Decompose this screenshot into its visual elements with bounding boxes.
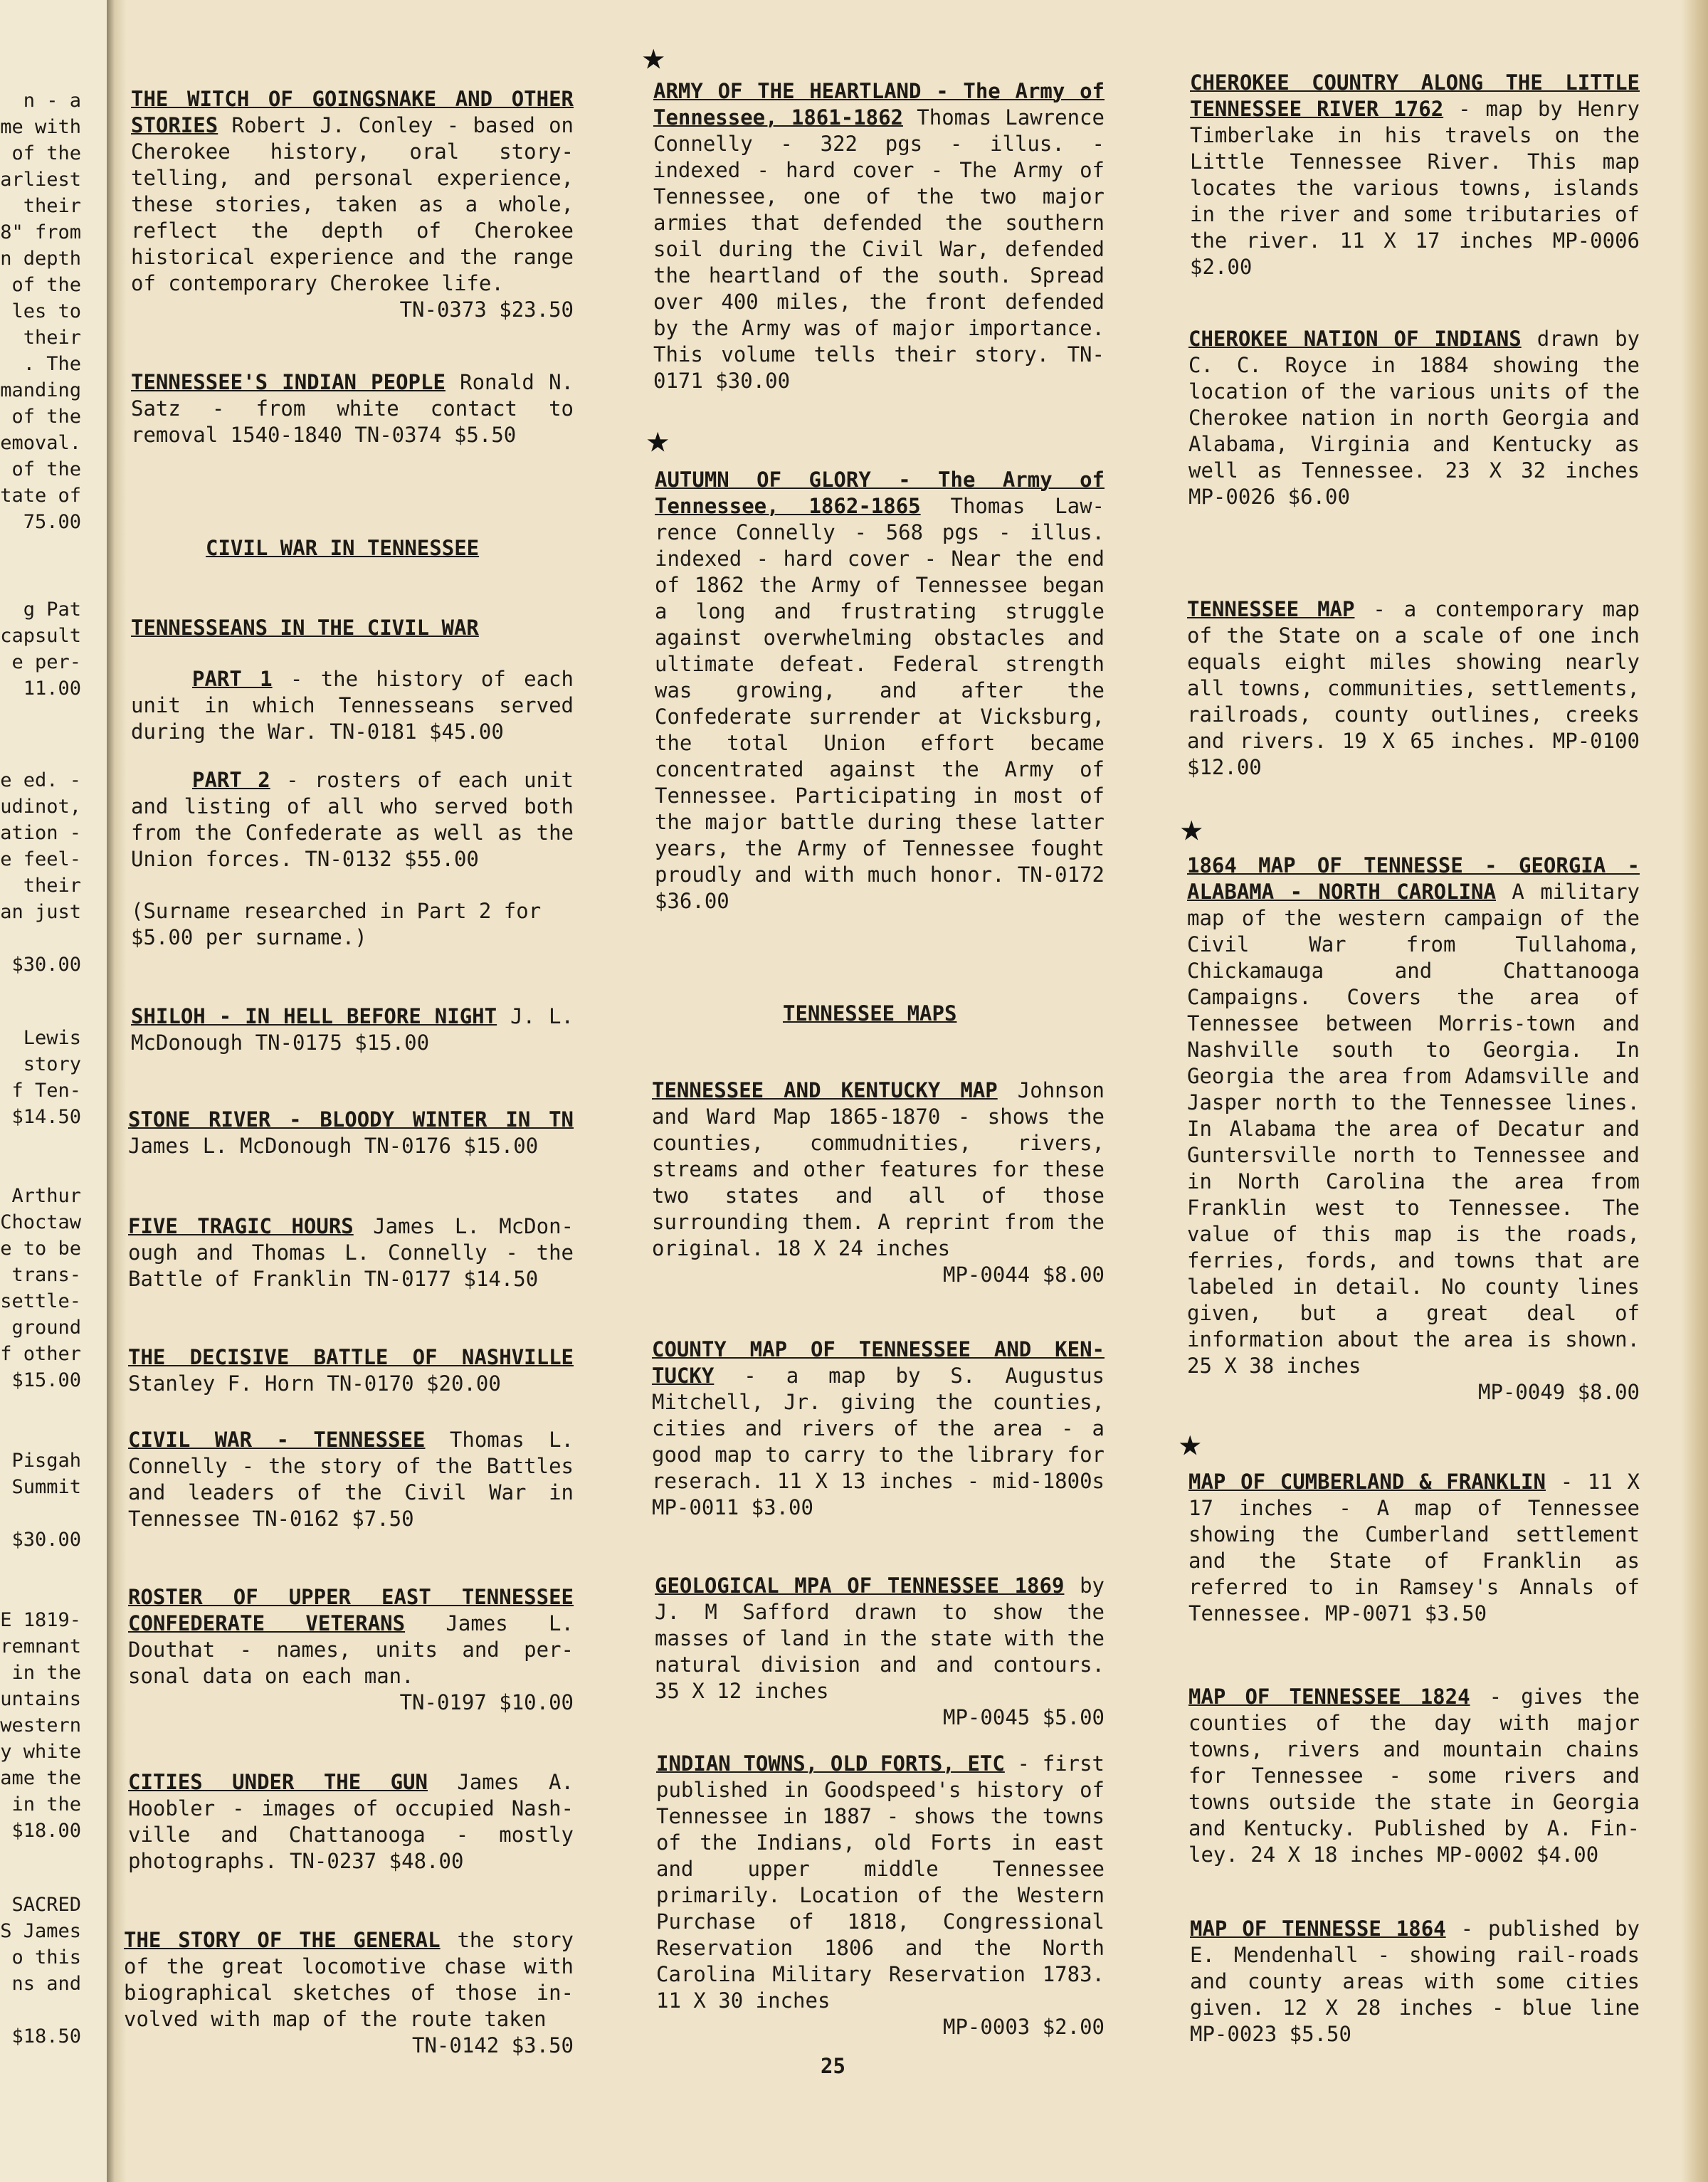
entry-description: James L. McDonough: [128, 1134, 352, 1158]
entry-title: AUTUMN OF GLORY - The Army of Tennessee, 1862-1865: [655, 468, 1105, 518]
entry-description: - first published in Goodspeed's history of Tennessee in 1887 - shows the towns of the Indians, old Forts in east and upper middle Tennessee primarily. Location of the Western Purchase of 1818, Congressional Reservation 1806 and the North Carolina Military Reservation 1783. 11 X 30 inches: [656, 1751, 1105, 2013]
fragment-line: $18.00: [11, 1820, 81, 1842]
item-code-price: TN-0175 $15.00: [255, 1031, 430, 1055]
fragment-line: . The: [23, 353, 81, 375]
item-code-price: MP-0006 $2.00: [1190, 228, 1640, 279]
fragment-line: ation -: [0, 822, 81, 844]
fragment-block: [0, 1183, 81, 1393]
fragment-line: trans-: [11, 1264, 81, 1286]
catalog-entry: [652, 1337, 1105, 1521]
fragment-line: emoval.: [0, 432, 81, 454]
catalog-entry: [131, 1003, 574, 1056]
entry-title: MAP OF TENNESSEE 1824: [1188, 1685, 1470, 1709]
catalog-entry: [655, 1573, 1105, 1731]
catalog-entry: [131, 767, 574, 873]
item-code-price: TN-0142 $3.50: [412, 2033, 574, 2057]
entry-description: James A. Hoobler - images of occupied Nash-ville and Chattanooga - mostly photographs.: [128, 1770, 574, 1873]
fragment-line: $30.00: [11, 954, 81, 976]
fragment-block: [0, 596, 81, 702]
entry-description: the story of the great locomotive chase with biographical sketches of those in-volved with map of the route taken: [124, 1928, 574, 2031]
fragment-line: of the: [11, 142, 81, 164]
catalog-entry: [128, 1427, 574, 1532]
fragment-block: [11, 1448, 81, 1553]
fragment-line: $14.50: [11, 1106, 81, 1128]
fragment-line: their: [23, 875, 81, 897]
catalog-entry: [128, 1213, 574, 1292]
item-code-price: TN-0237 $48.00: [289, 1849, 464, 1873]
entry-title: PART 2: [192, 768, 270, 792]
entry-description: Johnson and Ward Map 1865-1870 - shows the counties, commudnities, rivers, streams and other features for these two states and all of those surrounding them. A reprint from the original. 18 X 24 inches: [652, 1078, 1105, 1260]
item-code-price: MP-0044 $8.00: [943, 1263, 1105, 1287]
fragment-line: their: [23, 327, 81, 349]
previous-page-edge: [0, 0, 109, 2182]
catalog-entry: [655, 467, 1105, 915]
item-code-price: TN-0162 $7.50: [252, 1507, 414, 1531]
item-code-price: TN-0176 $15.00: [364, 1134, 539, 1158]
item-code-price: MP-0002 $4.00: [1437, 1843, 1599, 1867]
catalog-entry: [1188, 1469, 1640, 1627]
fragment-line: [0, 925, 81, 952]
entry-title: STONE RIVER - BLOODY WINTER IN TN: [128, 1107, 574, 1132]
entry-title: SHILOH - IN HELL BEFORE NIGHT: [131, 1004, 497, 1028]
catalog-entry: [1187, 853, 1640, 1406]
star-icon: ★: [642, 33, 665, 78]
catalog-entry: [1187, 596, 1640, 781]
fragment-line: les to: [11, 300, 81, 322]
fragment-line: $30.00: [11, 1529, 81, 1551]
item-code-price: MP-0045 $5.00: [943, 1705, 1105, 1729]
star-icon: ★: [1180, 805, 1203, 850]
fragment-line: SACRED: [11, 1894, 81, 1916]
fragment-line: 75.00: [23, 511, 81, 533]
fragment-line: S James: [0, 1920, 81, 1942]
fragment-line: $18.50: [11, 2025, 81, 2047]
fragment-line: of the: [11, 406, 81, 428]
item-code-price: TN-0177 $14.50: [364, 1267, 539, 1291]
fragment-line: ame the: [0, 1767, 81, 1789]
item-code-price: MP-0049 $8.00: [1478, 1380, 1640, 1404]
fragment-line: Arthur: [11, 1185, 81, 1207]
entry-title: THE WITCH OF GOINGSNAKE AND OTHER STORIES: [131, 87, 574, 137]
entry-description: - gives the counties of the day with major towns, rivers and mountain chains for Tennessee - some rivers and towns outside the state in Georgia and Kentucky. Published by A. Fin-ley. 24 X 18 inches: [1188, 1685, 1640, 1867]
entry-title: TENNESSEE AND KENTUCKY MAP: [652, 1078, 998, 1102]
entry-title: CHEROKEE NATION OF INDIANS: [1188, 327, 1522, 351]
fragment-line: western: [0, 1714, 81, 1736]
catalog-entry: [653, 78, 1105, 394]
entry-description: Robert J. Conley - based on Cherokee history, oral story-telling, and personal experience, these stories, taken as a whole, reflect the depth of Cherokee historical experience and the range of contemporary Cherokee life.: [131, 113, 574, 295]
entry-title: ROSTER OF UPPER EAST TENNESSEE CONFEDERATE VETERANS: [128, 1585, 574, 1635]
entry-description: A military map of the western campaign of the Civil War from Tullahoma, Chickamauga and Chattanooga Campaigns. Covers the area of Tennessee between Morris-town and Nashville south to Georgia. In Georgia the area from Adamsville and Jasper north to the Tennessee lines. In Alabama the area of Decatur and Guntersville north to Tennessee and in North Carolina the area from Franklin west to Tennessee. The value of this map is the roads, ferries, fords, and towns that are labeled in detail. No county lines given, but a great deal of information about the area is shown. 25 X 38 inches: [1187, 880, 1640, 1378]
item-code-price: MP-0071 $3.50: [1325, 1601, 1487, 1625]
entry-description: James L. McDon-ough and Thomas L. Connelly - the Battle of Franklin: [128, 1214, 574, 1291]
entry-description: - the history of each unit in which Tennesseans served during the War.: [131, 667, 574, 744]
fragment-line: arliest: [0, 169, 81, 191]
fragment-line: an just: [0, 901, 81, 923]
star-icon: ★: [646, 416, 670, 461]
fragment-line: E 1819-: [0, 1609, 81, 1631]
item-code-price: MP-0011 $3.00: [652, 1495, 813, 1519]
entry-description: - a contemporary map of the State on a scale of one inch equals eight miles showing nearly all towns, communities, settlements, railroads, county outlines, creeks and rivers. 19 X 65 inches.: [1187, 597, 1640, 753]
entry-title: GEOLOGICAL MPA OF TENNESSEE 1869: [655, 1574, 1065, 1598]
fragment-block: [0, 1607, 81, 1844]
entry-title: MAP OF TENNESSE 1864: [1190, 1917, 1446, 1941]
fragment-line: udinot,: [0, 796, 81, 818]
entry-title: COUNTY MAP OF TENNESSEE AND KEN-TUCKY: [652, 1337, 1105, 1388]
item-code-price: MP-0023 $5.50: [1190, 2022, 1351, 2046]
catalog-entry: [131, 369, 574, 448]
fragment-line: e per-: [11, 651, 81, 673]
entry-description: - map by Henry Timberlake in his travels on the Little Tennessee River. This map locates the various towns, islands in the river and some tributaries of the river. 11 X 17 inches: [1190, 97, 1640, 253]
fragment-line: f other: [0, 1343, 81, 1365]
catalog-entry: [1188, 326, 1640, 510]
fragment-line: [11, 1500, 81, 1527]
fragment-line: e to be: [0, 1238, 81, 1260]
catalog-entry: [1190, 1916, 1640, 2047]
fragment-line: capsult: [0, 625, 81, 647]
section-heading: TENNESSEE MAPS: [783, 1001, 957, 1026]
catalog-entry: [652, 1077, 1105, 1288]
fragment-block: [11, 1025, 81, 1130]
entry-title: CIVIL WAR - TENNESSEE: [128, 1428, 426, 1452]
entry-description: - a map by S. Augustus Mitchell, Jr. giving the counties, cities and rivers of the area - a good map to carry to the library for reserach. 11 X 13 inches - mid-1800s: [652, 1364, 1105, 1493]
entry-description: by J. M Safford drawn to show the masses of land in the state with the natural division and and contours. 35 X 12 inches: [655, 1574, 1105, 1703]
entry-title: CITIES UNDER THE GUN: [128, 1770, 428, 1794]
fragment-block: [0, 767, 81, 978]
catalog-entry: [128, 1344, 574, 1397]
fragment-line: in the: [11, 1662, 81, 1684]
item-code-price: TN-0181 $45.00: [330, 720, 504, 744]
fragment-line: e feel-: [0, 848, 81, 870]
fragment-line: o this: [11, 1946, 81, 1968]
catalog-entry: [128, 1107, 574, 1159]
entry-title: THE DECISIVE BATTLE OF NASHVILLE: [128, 1345, 574, 1369]
fragment-line: remnant: [0, 1635, 81, 1657]
fragment-line: of the: [11, 274, 81, 296]
catalog-entry: [1188, 1684, 1640, 1868]
fragment-line: $15.00: [11, 1369, 81, 1391]
fragment-line: of the: [11, 458, 81, 480]
surname-note: (Surname researched in Part 2 for $5.00 per surname.): [131, 899, 542, 949]
item-code-price: TN-0197 $10.00: [399, 1690, 574, 1714]
fragment-line: story: [23, 1053, 81, 1075]
fragment-line: n depth: [0, 248, 81, 270]
fragment-line: Choctaw: [0, 1211, 81, 1233]
item-code-price: MP-0003 $2.00: [943, 2015, 1105, 2039]
catalog-entry: [656, 1751, 1105, 2040]
catalog-entry: [128, 1584, 574, 1716]
fragment-line: e ed. -: [0, 769, 81, 791]
fragment-line: y white: [0, 1741, 81, 1763]
item-code-price: MP-0100 $12.00: [1187, 729, 1640, 779]
item-code-price: TN-0374 $5.50: [354, 423, 517, 447]
fragment-line: n - a: [23, 90, 81, 112]
item-code-price: TN-0170 $20.00: [327, 1371, 501, 1396]
entry-description: - published by E. Mendenhall - showing rail-roads and county areas with some cities given. 12 X 28 inches - blue line: [1190, 1917, 1640, 2020]
entry-title: THE STORY OF THE GENERAL: [124, 1928, 441, 1952]
entry-title: 1864 MAP OF TENNESSE - GEORGIA - ALABAMA - NORTH CAROLINA: [1187, 853, 1640, 904]
entry-title: PART 1: [192, 667, 273, 691]
entry-description: J. L. McDonough: [131, 1004, 574, 1055]
entry-description: Thomas L. Connelly - the story of the Battles and leaders of the Civil War in Tennessee: [128, 1428, 574, 1531]
fragment-line: [0, 1997, 81, 2023]
fragment-block: [0, 88, 81, 535]
fragment-line: ns and: [11, 1973, 81, 1995]
page-gutter: [107, 0, 127, 2182]
item-code-price: TN-0132 $55.00: [305, 847, 479, 871]
star-icon: ★: [1179, 1420, 1202, 1465]
entry-title: TENNESSEE'S INDIAN PEOPLE: [131, 370, 446, 394]
entry-description: Ronald N. Satz - from white contact to removal 1540-1840: [131, 370, 574, 447]
entry-description: - 11 X 17 inches - A map of Tennessee showing the Cumberland settlement and the State of Franklin as referred to in Ramsey's Annals of Tennessee.: [1188, 1470, 1640, 1625]
entry-description: James L. Douthat - names, units and per-sonal data on each man.: [128, 1611, 574, 1688]
catalog-entry: [131, 666, 574, 745]
fragment-block: [0, 1892, 81, 2050]
fragment-line: 11.00: [23, 678, 81, 700]
entry-description: Thomas Lawrence Connelly - 322 pgs - illus. - indexed - hard cover - The Army of Tennessee, one of the two major armies that defended the southern soil during the Civil War, defended the heartland of the south. Spread over 400 miles, the front defended by the Army was of major importance. This volume tells their story.: [653, 105, 1105, 367]
fragment-line: Lewis: [23, 1027, 81, 1049]
fragment-line: tate of: [0, 485, 81, 507]
catalog-entry: [1190, 70, 1640, 280]
fragment-line: me with: [0, 116, 81, 138]
item-code-price: TN-0172 $36.00: [655, 863, 1105, 913]
sub-heading: TENNESSEANS IN THE CIVIL WAR: [131, 616, 479, 640]
entry-title: ARMY OF THE HEARTLAND - The Army of Tennessee, 1861-1862: [653, 79, 1105, 130]
catalog-entry: [131, 86, 574, 323]
fragment-line: f Ten-: [11, 1080, 81, 1102]
page-number: 25: [821, 2054, 845, 2078]
catalog-entry: [128, 1769, 574, 1875]
fragment-line: Pisgah: [11, 1450, 81, 1472]
fragment-line: settle-: [0, 1290, 81, 1312]
entry-title: TENNESSEE MAP: [1187, 597, 1355, 621]
entry-description: Thomas Law-rence Connelly - 568 pgs - illus. indexed - hard cover - Near the end of 1862 the Army of Tennessee began a long and frustrating struggle against overwhelming obstacles and ultimate defeat. Federal strength was growing, and after the Confederate surrender at Vicksburg, the total Union effort became concentrated against the Army of Tennessee. Participating in most of the major battle during these latter years, the Army of Tennessee fought proudly and with much honor.: [655, 494, 1105, 887]
item-code-price: TN-0171 $30.00: [653, 342, 1105, 393]
section-heading: CIVIL WAR IN TENNESSEE: [206, 536, 480, 560]
fragment-line: ground: [11, 1317, 81, 1339]
entry-title: CHEROKEE COUNTRY ALONG THE LITTLE TENNESSEE RIVER 1762: [1190, 70, 1640, 121]
fragment-line: Summit: [11, 1476, 81, 1498]
item-code-price: TN-0373 $23.50: [399, 297, 574, 322]
entry-title: INDIAN TOWNS, OLD FORTS, ETC: [656, 1751, 1005, 1776]
entry-title: MAP OF CUMBERLAND & FRANKLIN: [1188, 1470, 1546, 1494]
item-code-price: MP-0026 $6.00: [1188, 485, 1350, 509]
fragment-line: in the: [11, 1793, 81, 1815]
entry-description: Stanley F. Horn: [128, 1371, 315, 1396]
fragment-line: g Pat: [23, 599, 81, 621]
entry-title: FIVE TRAGIC HOURS: [128, 1214, 354, 1238]
page-edge: [1681, 0, 1708, 2182]
catalog-entry: [124, 1927, 574, 2059]
entry-description: drawn by C. C. Royce in 1884 showing the location of the various units of the Cherokee nation in north Georgia and Alabama, Virginia and Kentucky as well as Tennessee. 23 X 32 inches: [1188, 327, 1640, 483]
fragment-line: their: [23, 195, 81, 217]
entry-description: - rosters of each unit and listing of all who served both from the Confederate as well as the Union forces.: [131, 768, 574, 871]
fragment-line: 8" from: [0, 221, 81, 243]
fragment-line: manding: [0, 379, 81, 401]
fragment-line: untains: [0, 1688, 81, 1710]
